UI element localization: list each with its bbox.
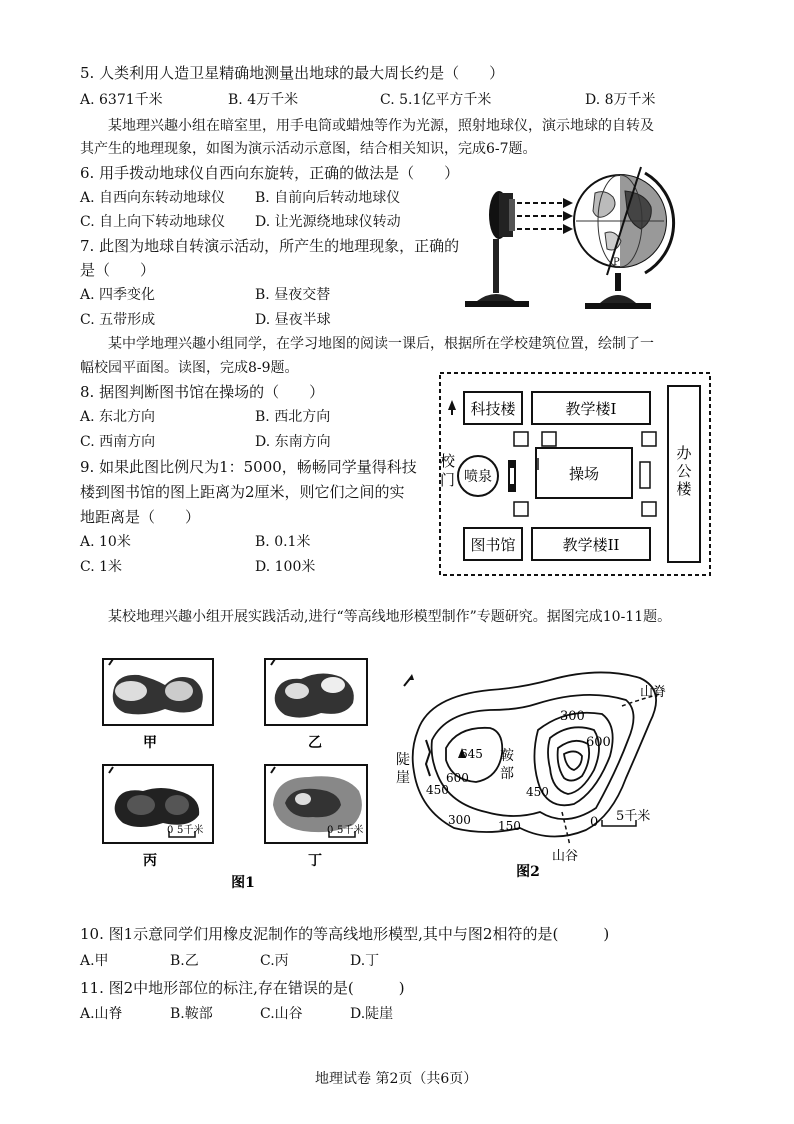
contour-150: 150: [498, 819, 521, 833]
q11-option-a[interactable]: A.山脊: [80, 1006, 123, 1022]
q9-option-b[interactable]: B. 0.1米: [255, 534, 311, 550]
label-saddle-1: 鞍: [500, 748, 514, 764]
model-ding: [265, 765, 367, 843]
contour-300-bottom: 300: [448, 813, 471, 827]
contour-300-top: 300: [560, 709, 585, 724]
model-yi: [265, 659, 367, 725]
q10-stem: 10. 图1示意同学们用橡皮泥制作的等高线地形模型,其中与图2相符的是( ): [80, 925, 610, 943]
globe-icon: [574, 167, 674, 309]
figure-1-models: [95, 655, 395, 895]
q9-option-d[interactable]: D. 100米: [255, 559, 316, 575]
q8-option-d[interactable]: D. 东南方向: [255, 434, 331, 450]
north-arrow-icon: [448, 400, 456, 410]
q7-option-d[interactable]: D. 昼夜半球: [255, 312, 331, 328]
bing-scale: 5千米: [177, 825, 204, 836]
q5-option-d[interactable]: D. 8万千米: [585, 92, 656, 108]
q9-stem-line2: 楼到图书馆的图上距离为2厘米，则它们之间的实: [80, 483, 405, 501]
label-jiao1: 教学楼I: [565, 400, 617, 418]
q6-stem: 6. 用手拨动地球仪自西向东旋转，正确的做法是（ ）: [80, 164, 460, 182]
light-arrows-icon: [517, 203, 563, 229]
intro-8-9-line1: 某中学地理兴趣小组同学，在学习地图的阅读一课后，根据所在学校建筑位置，绘制了一: [108, 336, 654, 352]
q11-option-b[interactable]: B.鞍部: [170, 1006, 213, 1022]
lamp-icon: [465, 191, 529, 307]
label-valley: 山谷: [552, 849, 579, 864]
contour-450-left: 450: [426, 783, 449, 797]
label-ridge: 山脊: [640, 685, 667, 700]
q9-option-c[interactable]: C. 1米: [80, 559, 123, 575]
q10-option-a[interactable]: A.甲: [80, 953, 109, 969]
label-library: 图书馆: [470, 536, 516, 554]
q10-option-c[interactable]: C.丙: [260, 953, 289, 969]
label-gate-2: 门: [440, 471, 456, 489]
q9-option-a[interactable]: A. 10米: [80, 534, 131, 550]
intro-6-7-line2: 其产生的地理现象，如图为演示活动示意图，结合相关知识，完成6-7题。: [80, 141, 537, 157]
q8-option-b[interactable]: B. 西北方向: [255, 409, 331, 425]
intro-8-9-line2: 幅校园平面图。读图，完成8-9题。: [80, 360, 299, 376]
label-office-2: 公: [676, 462, 692, 480]
q10-option-d[interactable]: D.丁: [350, 953, 380, 969]
q8-option-c[interactable]: C. 西南方向: [80, 434, 156, 450]
q7-stem-line1: 7. 此图为地球自转演示活动，所产生的地理现象，正确的: [80, 237, 460, 255]
globe-point-label: P: [613, 257, 620, 268]
q5-option-a[interactable]: A. 6371千米: [80, 92, 163, 108]
figure-1-caption: 图1: [231, 875, 255, 891]
q5-option-b[interactable]: B. 4万千米: [228, 92, 299, 108]
q11-stem: 11. 图2中地形部位的标注,存在错误的是( ): [80, 979, 405, 997]
contour-645: 645: [460, 747, 483, 761]
label-ding: 丁: [308, 853, 322, 869]
contour-600-left: 600: [446, 771, 469, 785]
q7-option-c[interactable]: C. 五带形成: [80, 312, 156, 328]
cliff-mark-icon: [426, 740, 430, 776]
q9-stem-line1: 9. 如果此图比例尺为1：5000，畅畅同学量得科技: [80, 458, 417, 476]
contour-450-right: 450: [526, 785, 549, 799]
q7-stem-line2: 是（ ）: [80, 261, 156, 279]
model-jia: [103, 659, 213, 725]
ding-scale-zero: 0: [327, 825, 334, 836]
q5-stem: 5. 人类利用人造卫星精确地测量出地球的最大周长约是（ ）: [80, 64, 505, 82]
label-jia: 甲: [143, 735, 157, 751]
bing-scale-zero: 0: [167, 825, 174, 836]
label-office-1: 办: [676, 444, 692, 462]
q6-option-d[interactable]: D. 让光源绕地球仪转动: [255, 214, 401, 230]
intro-6-7-line1: 某地理兴趣小组在暗室里，用手电筒或蜡烛等作为光源，照射地球仪，演示地球的自转及: [108, 118, 654, 134]
label-field: 操场: [568, 465, 600, 483]
q11-option-d[interactable]: D.陡崖: [350, 1006, 394, 1022]
label-cliff-1: 陡: [396, 752, 410, 768]
label-cliff-2: 崖: [396, 770, 410, 786]
q9-stem-line3: 地距离是（ ）: [80, 508, 201, 526]
q7-option-a[interactable]: A. 四季变化: [80, 287, 156, 303]
contour-600-right: 600: [586, 735, 611, 750]
label-fountain: 喷泉: [464, 469, 492, 485]
label-office-3: 楼: [676, 480, 692, 498]
intro-10-11: 某校地理兴趣小组开展实践活动,进行“等高线地形模型制作”专题研究。据图完成10-11题。: [108, 609, 672, 625]
fig2-scale: 5千米: [616, 809, 651, 824]
q10-option-b[interactable]: B.乙: [170, 953, 199, 969]
label-gate-1: 校: [440, 452, 456, 470]
figure-2-caption: 图2: [516, 864, 540, 880]
campus-plan-map: [428, 370, 714, 580]
model-bing: [103, 765, 213, 843]
q11-option-c[interactable]: C.山谷: [260, 1006, 303, 1022]
q5-option-c[interactable]: C. 5.1亿平方千米: [380, 92, 492, 108]
figure-2-contour-map: [390, 660, 690, 885]
q8-option-a[interactable]: A. 东北方向: [80, 409, 156, 425]
page-footer: 地理试卷 第2页（共6页）: [315, 1071, 478, 1087]
q6-option-c[interactable]: C. 自上向下转动地球仪: [80, 214, 226, 230]
label-bing: 丙: [143, 853, 157, 869]
ding-scale: 5千米: [337, 825, 364, 836]
q7-option-b[interactable]: B. 昼夜交替: [255, 287, 331, 303]
label-saddle-2: 部: [500, 766, 514, 782]
label-yi: 乙: [308, 735, 322, 751]
q6-option-b[interactable]: B. 自前向后转动地球仪: [255, 190, 401, 206]
q8-stem: 8. 据图判断图书馆在操场的（ ）: [80, 383, 325, 401]
globe-lamp-illustration: [455, 163, 690, 325]
label-jiao2: 教学楼II: [562, 536, 620, 554]
fig2-scale-zero: 0: [590, 815, 599, 830]
label-keji: 科技楼: [470, 400, 516, 418]
q6-option-a[interactable]: A. 自西向东转动地球仪: [80, 190, 226, 206]
